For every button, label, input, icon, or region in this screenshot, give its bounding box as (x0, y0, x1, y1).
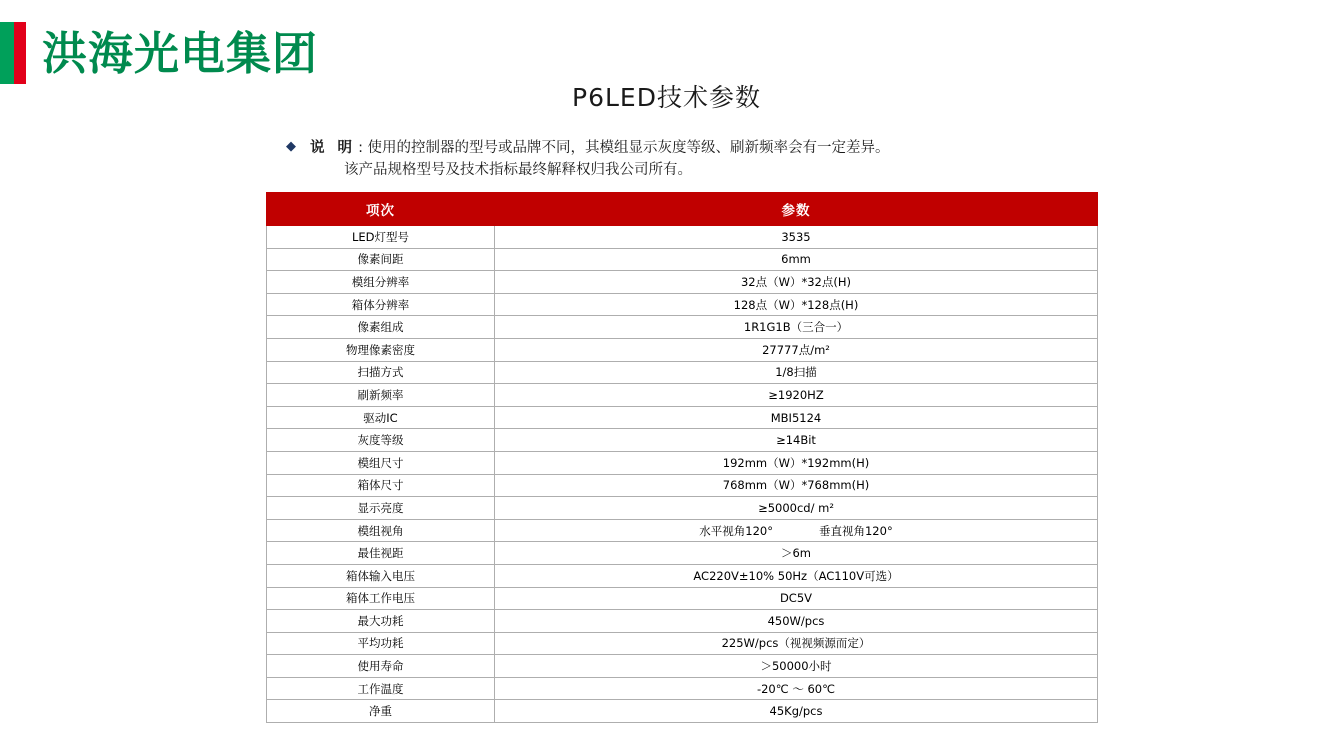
table-row (267, 316, 1098, 339)
table-row (267, 451, 1098, 474)
table-row (267, 406, 1098, 429)
cell-item: 扫描方式 (267, 361, 495, 384)
table-row (267, 429, 1098, 452)
page-title: P6LED技术参数 (572, 83, 761, 112)
header-cell-item: 项次 (267, 193, 495, 226)
table-row (267, 564, 1098, 587)
cell-item: 最大功耗 (267, 610, 495, 633)
note-line-1 (286, 137, 1146, 159)
note-text-1: : 使用的控制器的型号或品牌不同，其模组显示灰度等级、刷新频率会有一定差异。 (358, 140, 890, 156)
table-row (267, 361, 1098, 384)
cell-value: 3535 (495, 226, 1098, 249)
cell-value: 32点（W）*32点(H) (495, 271, 1098, 294)
cell-item: 模组尺寸 (267, 451, 495, 474)
table-row (267, 338, 1098, 361)
cell-value: 1/8扫描 (495, 361, 1098, 384)
cell-value: 6mm (495, 248, 1098, 271)
logo-red-bar (14, 22, 26, 84)
cell-value: 450W/pcs (495, 610, 1098, 633)
cell-value: ≥14Bit (495, 429, 1098, 452)
cell-value: ≥5000cd/ m² (495, 497, 1098, 520)
cell-value: ＞6m (495, 542, 1098, 565)
cell-item: 驱动IC (267, 406, 495, 429)
note-text-2: 该产品规格型号及技术指标最终解释权归我公司所有。 (344, 162, 692, 179)
note-block (286, 137, 1146, 182)
cell-value: 768mm（W）*768mm(H) (495, 474, 1098, 497)
company-logo (0, 22, 318, 84)
cell-item: 使用寿命 (267, 655, 495, 678)
cell-value: 192mm（W）*192mm(H) (495, 451, 1098, 474)
note-label: 说 明 (310, 140, 357, 156)
cell-item: 最佳视距 (267, 542, 495, 565)
cell-item: 箱体工作电压 (267, 587, 495, 610)
logo-text: 洪海光电集团 (42, 26, 319, 80)
cell-value: ≥1920HZ (495, 384, 1098, 407)
table-row (267, 542, 1098, 565)
cell-item: 模组视角 (267, 519, 495, 542)
table-row (267, 293, 1098, 316)
table-row (267, 248, 1098, 271)
cell-value: 水平视角120° 垂直视角120° (495, 519, 1098, 542)
header-cell-value: 参数 (495, 193, 1098, 226)
cell-value: 27777点/m² (495, 338, 1098, 361)
cell-item: 刷新频率 (267, 384, 495, 407)
cell-value: -20℃ ～ 60℃ (495, 677, 1098, 700)
table-row (267, 271, 1098, 294)
cell-item: 工作温度 (267, 677, 495, 700)
cell-value: 45Kg/pcs (495, 700, 1098, 723)
cell-item: 显示亮度 (267, 497, 495, 520)
cell-value: ＞50000小时 (495, 655, 1098, 678)
cell-item: 平均功耗 (267, 632, 495, 655)
cell-item: 箱体分辨率 (267, 293, 495, 316)
table-row (267, 677, 1098, 700)
table-header-row (267, 193, 1098, 226)
cell-value: MBI5124 (495, 406, 1098, 429)
table-row (267, 655, 1098, 678)
diamond-bullet-icon: ◆ (286, 139, 296, 154)
cell-item: 像素组成 (267, 316, 495, 339)
logo-green-bar (0, 22, 14, 84)
cell-item: 净重 (267, 700, 495, 723)
cell-value: 128点（W）*128点(H) (495, 293, 1098, 316)
table-row (267, 632, 1098, 655)
cell-item: 箱体尺寸 (267, 474, 495, 497)
cell-value: AC220V±10% 50Hz（AC110V可选） (495, 564, 1098, 587)
cell-item: 箱体输入电压 (267, 564, 495, 587)
cell-item: 灰度等级 (267, 429, 495, 452)
cell-value: DC5V (495, 587, 1098, 610)
cell-item: 模组分辨率 (267, 271, 495, 294)
spec-table-head (267, 193, 1098, 226)
cell-value: 1R1G1B（三合一） (495, 316, 1098, 339)
table-row (267, 610, 1098, 633)
table-row (267, 497, 1098, 520)
table-row (267, 226, 1098, 249)
cell-value: 225W/pcs（视视频源而定） (495, 632, 1098, 655)
cell-item: 物理像素密度 (267, 338, 495, 361)
table-row (267, 474, 1098, 497)
spec-table (266, 192, 1098, 723)
table-row (267, 519, 1098, 542)
spec-table-body (267, 226, 1098, 723)
cell-item: LED灯型号 (267, 226, 495, 249)
table-row (267, 700, 1098, 723)
table-row (267, 384, 1098, 407)
cell-item: 像素间距 (267, 248, 495, 271)
table-row (267, 587, 1098, 610)
